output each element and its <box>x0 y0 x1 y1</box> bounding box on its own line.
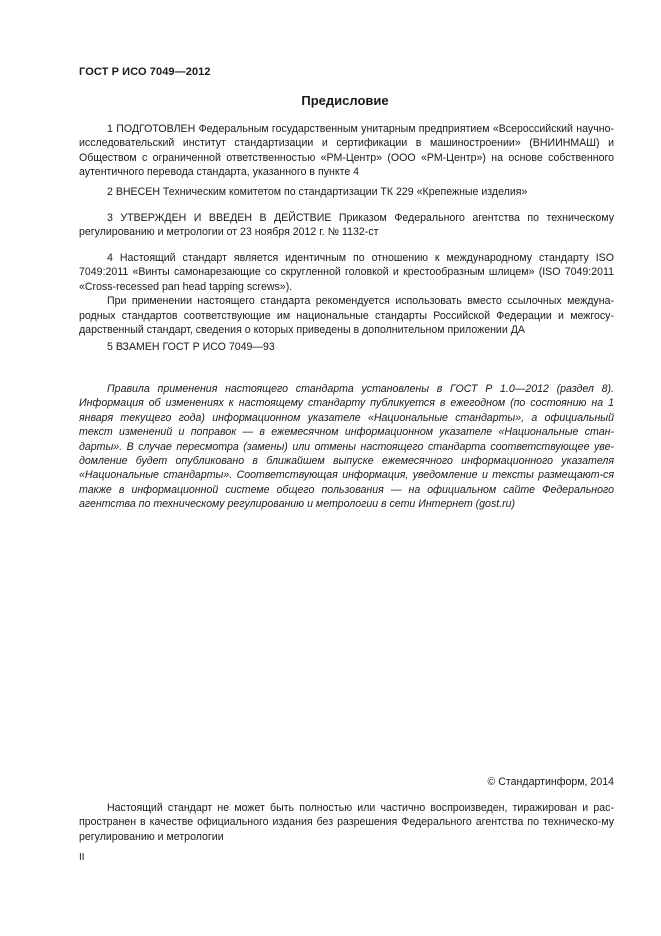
foreword-item-4-note: При применении настоящего стандарта рекомендуется использовать вместо ссылочных междуна-родных стандартов соответствующие им национальные стандарты Российской Федерации и межгосу-дарственный стандарт, сведения о которых приведены в дополнительном приложении ДА <box>79 295 614 337</box>
copyright-line: © Стандартинформ, 2014 <box>487 776 614 788</box>
page-number: II <box>79 852 85 863</box>
foreword-item-5 <box>79 340 614 354</box>
reproduction-notice <box>79 801 614 844</box>
foreword-item-5-text: 5 ВЗАМЕН ГОСТ Р ИСО 7049—93 <box>107 341 275 353</box>
foreword-item-3 <box>79 211 614 240</box>
foreword-item-4-text: 4 Настоящий стандарт является идентичным по отношению к международному стандарту ISO 7049:2011 «Винты самонарезающие со скругленной головкой и крестообразным шлицем» (ISO 7049:2011 «Cross-recessed pan head tapping screws»). <box>79 252 614 293</box>
foreword-item-3-text: 3 УТВЕРЖДЕН И ВВЕДЕН В ДЕЙСТВИЕ Приказом Федерального агентства по техническому регулированию и метрологии от 23 ноября 2012 г. № 1132-ст <box>79 212 614 239</box>
page-title: Предисловие <box>301 93 389 108</box>
foreword-item-4 <box>79 251 614 337</box>
application-rules-text: Правила применения настоящего стандарта установлены в ГОСТ Р 1.0—2012 (раздел 8). Информация об изменениях к настоящему стандарту публикуется в ежегодном (по состоянию на 1 января текущего года) информационном указателе «Национальные стандарты», а официальный текст изменений и поправок — в ежемесячном информационном указателе «Национальные стан-дарты». В случае пересмотра (замены) или отмены настоящего стандарта соответствующее уве-домление будет опубликовано в ближайшем выпуске ежемесячного информационного указателя «Национальные стандарты». Соответствующая информация, уведомление и тексты размещают-ся также в информационной системе общего пользования — на официальном сайте Федерального агентства по техническому регулированию и метрологии в сети Интернет (gost.ru) <box>79 383 614 511</box>
foreword-item-1-text: 1 ПОДГОТОВЛЕН Федеральным государственным унитарным предприятием «Всероссийский научно-исследовательский институт стандартизации и сертификации в машиностроении» (ВНИИНМАШ) и Обществом с ограниченной ответственностью «РМ-Центр» (ООО «РМ-Центр») на основе собственного аутентичного перевода стандарта, указанного в пункте 4 <box>79 123 614 179</box>
foreword-item-2-text: 2 ВНЕСЕН Техническим комитетом по стандартизации ТК 229 «Крепежные изделия» <box>107 186 528 198</box>
document-code-header: ГОСТ Р ИСО 7049—2012 <box>79 66 211 78</box>
foreword-item-1 <box>79 122 614 180</box>
foreword-item-2 <box>79 185 614 199</box>
reproduction-notice-text: Настоящий стандарт не может быть полностью или частично воспроизведен, тиражирован и рас-пространен в качестве официального издания без разрешения Федерального агентства по техническо-му регулированию и метрологии <box>79 802 614 843</box>
application-rules-notice <box>79 382 614 512</box>
